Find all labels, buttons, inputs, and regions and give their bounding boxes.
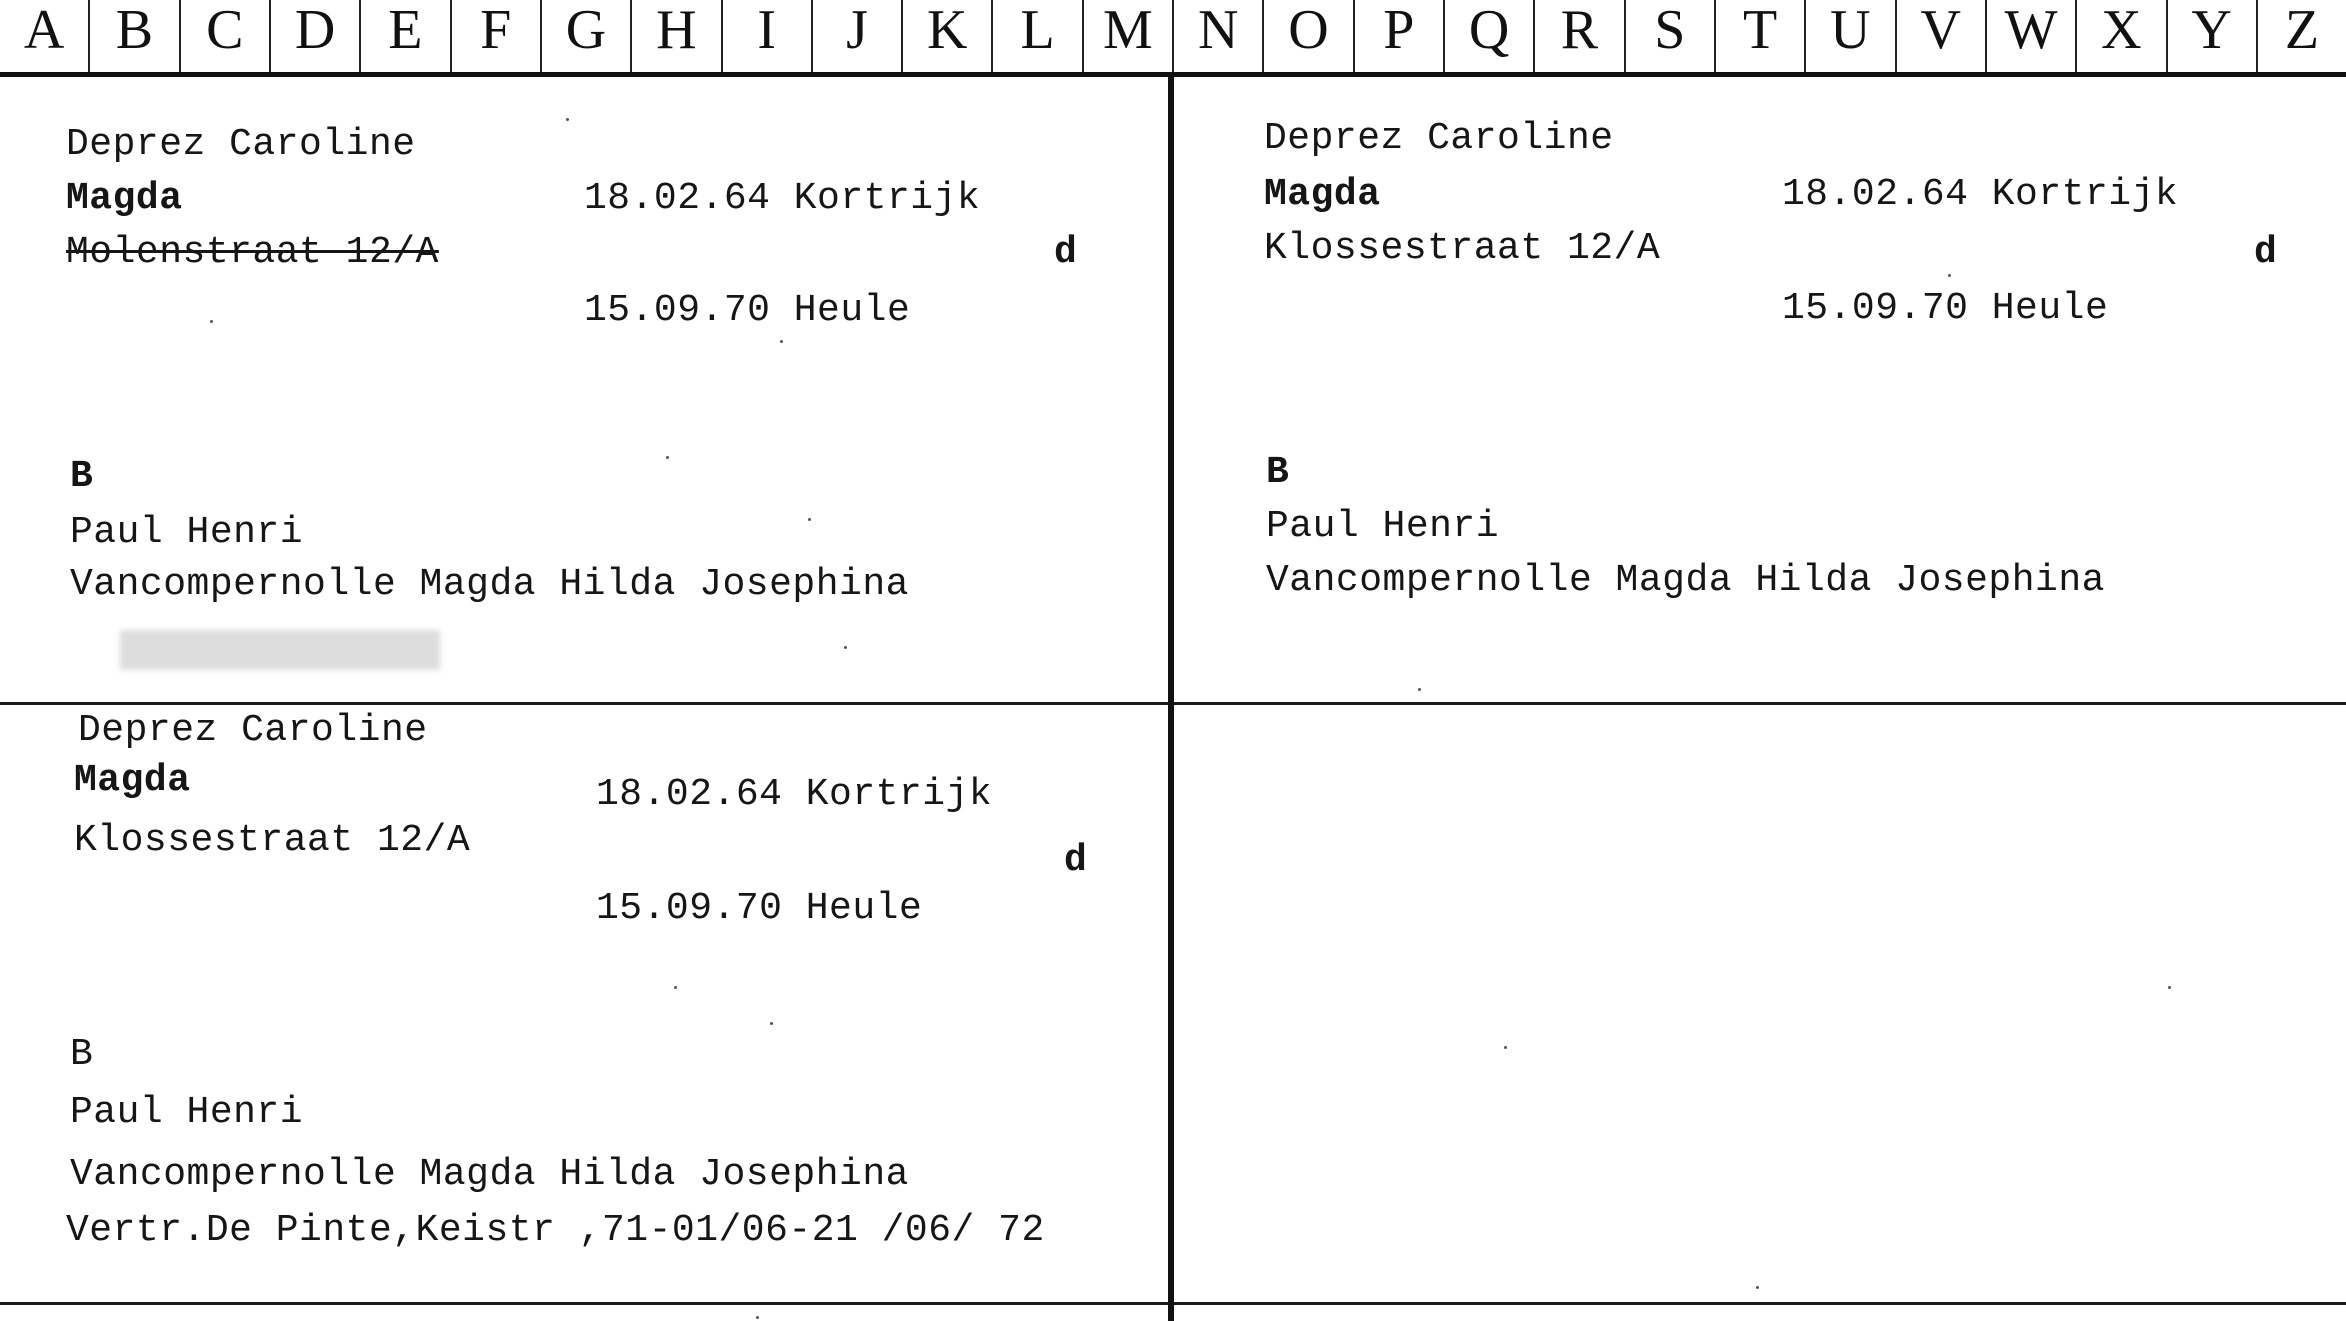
index-letter-h: H	[630, 0, 720, 72]
scan-speck	[2168, 986, 2171, 989]
card-marker: d	[2254, 231, 2278, 274]
index-letter-d: D	[269, 0, 359, 72]
card-column-divider	[1168, 72, 1174, 1321]
card-father: Paul Henri	[1266, 505, 1500, 548]
index-letter-l: L	[991, 0, 1081, 72]
card-registered: 15.09.70 Heule	[596, 887, 923, 930]
scan-speck	[666, 456, 669, 459]
index-letter-n: N	[1172, 0, 1262, 72]
index-letter-w: W	[1985, 0, 2075, 72]
card-address-struck: Molenstraat 12/A	[66, 231, 439, 274]
index-letter-k: K	[901, 0, 991, 72]
index-letter-b: B	[88, 0, 178, 72]
card-firstname: Magda	[74, 759, 191, 802]
index-letter-j: J	[811, 0, 901, 72]
scan-speck	[1504, 1046, 1507, 1049]
scan-speck	[770, 1022, 773, 1025]
card-bottom-edge-right	[1174, 1302, 2346, 1305]
index-letter-g: G	[540, 0, 630, 72]
index-letter-o: O	[1262, 0, 1352, 72]
card-letter: B	[70, 1033, 94, 1076]
card-birth: 18.02.64 Kortrijk	[596, 773, 993, 816]
index-letter-q: Q	[1443, 0, 1533, 72]
scan-speck	[674, 986, 677, 989]
card-marker: d	[1064, 839, 1088, 882]
card-registered: 15.09.70 Heule	[1782, 287, 2109, 330]
card-mother: Vancompernolle Magda Hilda Josephina	[70, 1153, 909, 1196]
index-letter-u: U	[1804, 0, 1894, 72]
index-letter-m: M	[1082, 0, 1172, 72]
card-marker: d	[1054, 231, 1078, 274]
index-letter-i: I	[721, 0, 811, 72]
card-mother: Vancompernolle Magda Hilda Josephina	[70, 563, 909, 606]
index-letter-t: T	[1714, 0, 1804, 72]
card-surname: Deprez Caroline	[78, 709, 428, 752]
card-address: Klossestraat 12/A	[74, 819, 471, 862]
card-letter: B	[1266, 451, 1290, 494]
scan-speck	[1418, 688, 1421, 691]
index-letter-f: F	[450, 0, 540, 72]
card-birth: 18.02.64 Kortrijk	[584, 177, 981, 220]
card-mother: Vancompernolle Magda Hilda Josephina	[1266, 559, 2105, 602]
index-letter-a: A	[23, 0, 65, 61]
card-row-divider-right	[1174, 702, 2346, 705]
card-father: Paul Henri	[70, 511, 304, 554]
index-letter-v: V	[1895, 0, 1985, 72]
scan-speck	[210, 320, 213, 323]
card-row-divider-left	[0, 702, 1168, 705]
index-letter-s: S	[1624, 0, 1714, 72]
card-father: Paul Henri	[70, 1091, 304, 1134]
scan-smudge	[120, 630, 440, 670]
scan-speck	[808, 518, 811, 521]
card-birth: 18.02.64 Kortrijk	[1782, 173, 2179, 216]
card-note: Vertr.De Pinte,Keistr ,71-01/06-21 /06/ 72	[66, 1209, 1045, 1252]
index-letter-c: C	[179, 0, 269, 72]
scan-speck	[780, 340, 783, 343]
card-surname: Deprez Caroline	[1264, 117, 1614, 160]
card-registered: 15.09.70 Heule	[584, 289, 911, 332]
scan-speck	[844, 646, 847, 649]
scan-speck	[756, 1316, 759, 1319]
index-letter-e: E	[359, 0, 449, 72]
alphabet-index-strip	[0, 0, 2346, 77]
card-address: Klossestraat 12/A	[1264, 227, 1661, 270]
scan-speck	[1948, 274, 1951, 277]
card-surname: Deprez Caroline	[66, 123, 416, 166]
card-firstname: Magda	[1264, 173, 1381, 216]
index-letter-x: X	[2075, 0, 2165, 72]
index-letter-z: Z	[2256, 0, 2346, 72]
scan-speck	[1756, 1286, 1759, 1289]
index-letter-y: Y	[2166, 0, 2256, 72]
index-letter-p: P	[1353, 0, 1443, 72]
index-letter-r: R	[1533, 0, 1623, 72]
card-firstname: Magda	[66, 177, 183, 220]
card-letter: B	[70, 455, 94, 498]
scan-speck	[566, 118, 569, 121]
card-bottom-edge-left	[0, 1302, 1168, 1305]
